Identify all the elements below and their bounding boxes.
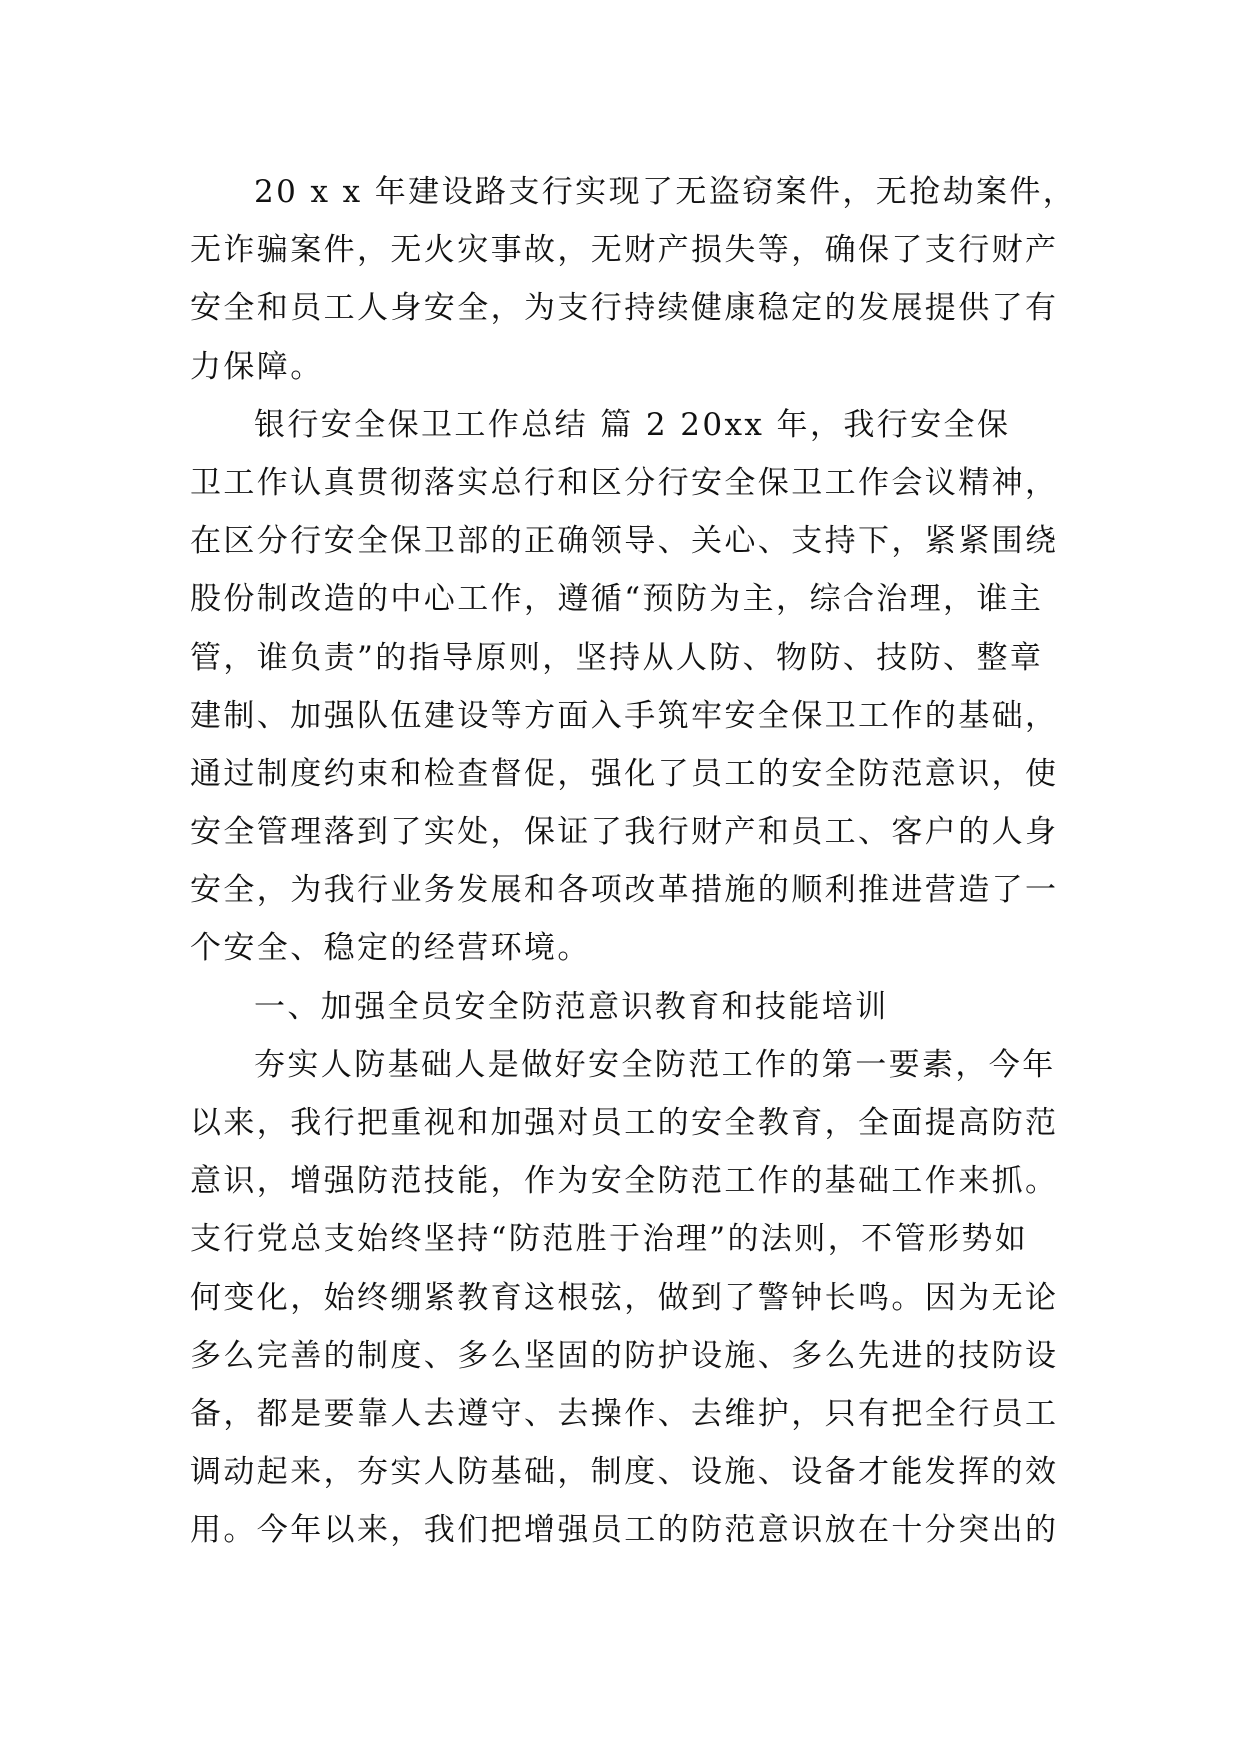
- text-line: 股份制改造的中心工作，遵循“预防为主，综合治理，谁主: [190, 581, 1044, 618]
- text-line: 安全，为我行业务发展和各项改革措施的顺利推进营造了一: [190, 872, 1059, 909]
- text-line: 以来，我行把重视和加强对员工的安全教育，全面提高防范: [190, 1105, 1059, 1141]
- text-line: 支行党总支始终坚持“防范胜于治理”的法则，不管形势如: [190, 1221, 1029, 1258]
- text-line: 多么完善的制度、多么坚固的防护设施、多么先进的技防设: [190, 1337, 1059, 1374]
- text-line: 银行安全保卫工作总结 篇 2 20xx 年，我行安全保: [254, 406, 1011, 443]
- text-line: 安全和员工人身安全，为支行持续健康稳定的发展提供了有: [190, 290, 1059, 327]
- text-line: 意识，增强防范技能，作为安全防范工作的基础工作来抓。: [190, 1163, 1059, 1200]
- text-line: 调动起来，夯实人防基础，制度、设施、设备才能发挥的效: [190, 1454, 1059, 1491]
- text-line: 在区分行安全保卫部的正确领导、关心、支持下，紧紧围绕: [190, 523, 1059, 560]
- text-line: 夯实人防基础人是做好安全防范工作的第一要素，今年: [254, 1046, 1056, 1083]
- text-line: 备，都是要靠人去遵守、去操作、去维护，只有把全行员工: [190, 1395, 1059, 1432]
- text-line: 无诈骗案件，无火灾事故，无财产损失等，确保了支行财产: [190, 232, 1059, 269]
- text-line: 力保障。: [190, 348, 324, 385]
- text-line: 20 x x 年建设路支行实现了无盗窃案件，无抢劫案件，: [254, 174, 1077, 210]
- text-line: 建制、加强队伍建设等方面入手筑牢安全保卫工作的基础，: [190, 697, 1059, 734]
- text-line: 通过制度约束和检查督促，强化了员工的安全防范意识，使: [190, 755, 1059, 792]
- text-line: 用。今年以来，我们把增强员工的防范意识放在十分突出的: [190, 1512, 1059, 1549]
- text-line: 何变化，始终绷紧教育这根弦，做到了警钟长鸣。因为无论: [190, 1279, 1059, 1316]
- text-line: 管，谁负责”的指导原则，坚持从人防、物防、技防、整章: [190, 639, 1044, 676]
- text-line: 卫工作认真贯彻落实总行和区分行安全保卫工作会议精神，: [190, 464, 1059, 501]
- text-line: 个安全、稳定的经营环境。: [190, 930, 591, 967]
- text-line: 安全管理落到了实处，保证了我行财产和员工、客户的人身: [190, 814, 1059, 851]
- document-body: [190, 163, 1077, 1560]
- text-line: 一、加强全员安全防范意识教育和技能培训: [254, 988, 889, 1025]
